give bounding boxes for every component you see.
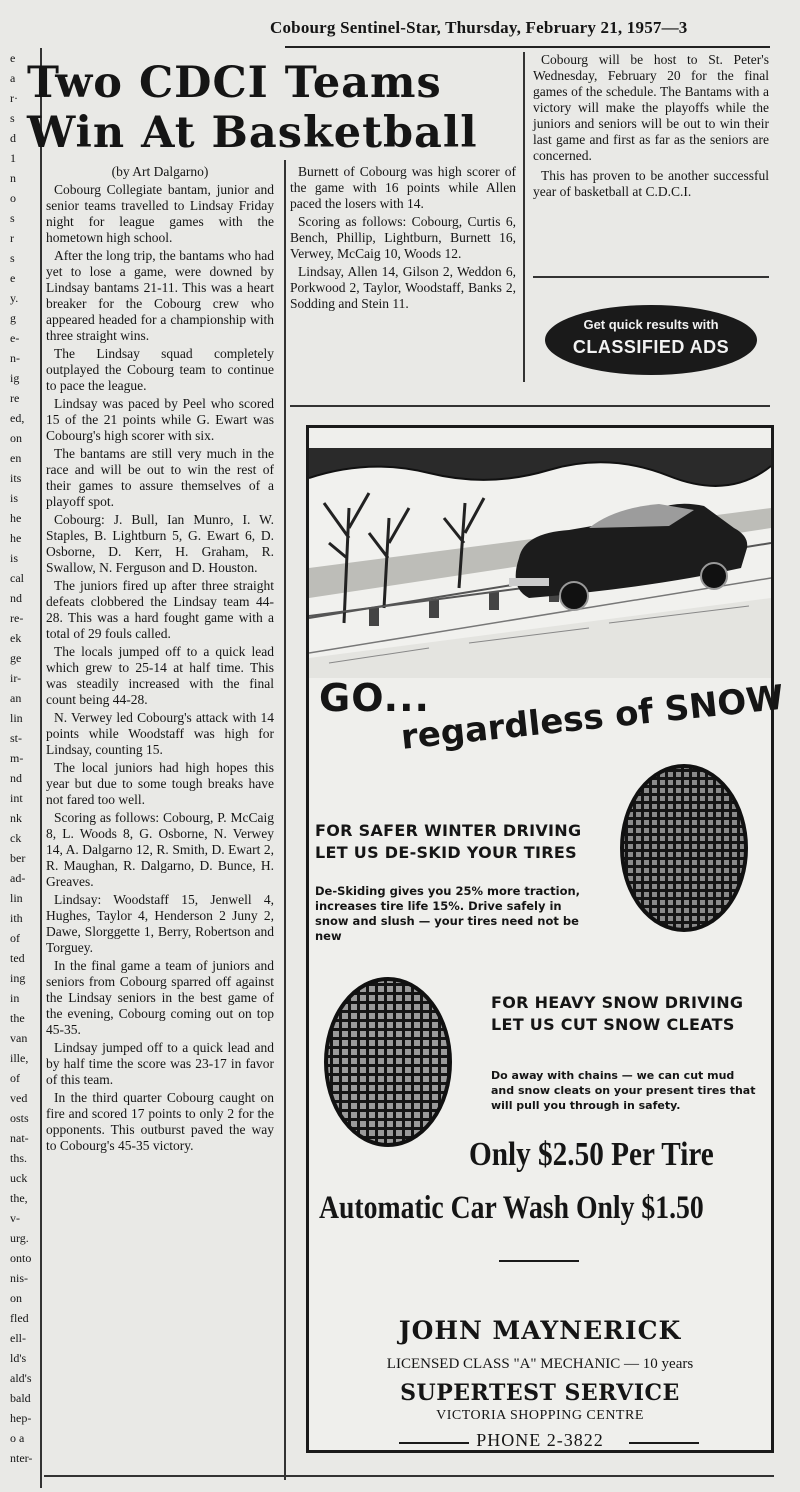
edge-fragment: van [10,1031,28,1045]
edge-fragment: y. [10,291,19,305]
paragraph: Cobourg Collegiate bantam, junior and senior teams travelled to Lindsay Friday night for league games with the hometown high school. [46,182,274,245]
paragraph: In the final game a team of juniors and seniors from Cobourg sparred off against the Lindsay seniors in the best game of the evening, Cobourg coming out on top 45-35. [46,958,274,1037]
paragraph: The Lindsay squad completely outplayed the Cobourg team to continue to pace the league. [46,346,274,393]
article-column-2 [290,164,516,314]
mechanic-license: LICENSED CLASS "A" MECHANIC — 10 years [386,1356,694,1372]
edge-fragment: of [10,931,20,945]
headline-line-1: Two CDCI Teams [27,58,442,108]
divider [499,1260,579,1262]
edge-fragment: hep- [10,1411,32,1425]
edge-fragment: r· [10,91,18,105]
phone-number: PHONE 2-3822 [476,1430,604,1450]
edge-fragment: int [10,791,23,805]
tire-price: Only $2.50 Per Tire [469,1136,714,1173]
edge-fragment: an [10,691,22,705]
edge-fragment: onto [10,1251,32,1265]
service-name: SUPERTEST SERVICE [400,1380,680,1406]
winter-car-illustration [309,448,771,678]
paragraph: The local juniors had high hopes this year but due to some tough breaks have not fared too well. [46,760,274,807]
edge-fragment: in [10,991,20,1005]
edge-fragment: uck [10,1171,28,1185]
edge-fragment: nis- [10,1271,28,1285]
classified-ads-badge [545,305,757,375]
edge-fragment: on [10,431,22,445]
edge-fragment: urg. [10,1231,29,1245]
body-line: snow and slush — your tires need not be [315,914,579,928]
edge-fragment: re [10,391,20,405]
left-edge-fragments [8,52,38,1482]
edge-fragment: osts [10,1111,29,1125]
edge-fragment: re- [10,611,24,625]
edge-fragment: is [10,551,19,565]
edge-fragment: lin [10,891,23,905]
paragraph: Lindsay jumped off to a quick lead and by half time the score was 23-17 in favor of this team. [46,1040,274,1087]
phone-rule-right [629,1442,699,1444]
edge-fragment: ad- [10,871,26,885]
edge-fragment: ald's [10,1371,32,1385]
edge-fragment: s [10,111,15,125]
edge-fragment: ge [10,651,22,665]
paragraph: Cobourg will be host to St. Peter's Wednesday, February 20 for the final games of the schedule. The Bantams with a victory will make the playoffs while the juniors and seniors will be out to win their last game and first as far as the seniors are concerned. [533,52,769,163]
tire-service-advertisement [306,425,786,1453]
paragraph: The juniors fired up after three straight defeats clobbered the Lindsay team 44-28. This was a hard fought game with a total of 29 fouls called. [46,578,274,641]
edge-fragment: lin [10,711,23,725]
paragraph: Lindsay, Allen 14, Gilson 2, Weddon 6, Porkwood 2, Taylor, Woodstaff, Banks 2, Sodding and Stein 11. [290,264,516,311]
bottom-rule [44,1475,774,1477]
edge-fragment: the, [10,1191,28,1205]
edge-fragment: s [10,211,15,225]
edge-fragment: a [10,71,16,85]
column-rule-2 [523,52,525,382]
edge-fragment: nat- [10,1131,29,1145]
snow-driving-body [491,1068,766,1113]
article-column-1 [46,164,274,1156]
edge-fragment: ek [10,631,22,645]
winter-driving-body [315,884,615,944]
article-byline: (by Art Dalgarno) [111,164,209,179]
edge-fragment: fled [10,1311,29,1325]
edge-fragment: st- [10,731,22,745]
edge-fragment: is [10,491,19,505]
edge-fragment: nk [10,811,22,825]
top-right-rule [533,276,769,278]
edge-fragment: e [10,271,16,285]
edge-fragment: s [10,251,15,265]
paragraph: In the third quarter Cobourg caught on fire and scored 17 points to only 2 for the opponents. This outburst paved the way to Cobourg's 45-35 victory. [46,1090,274,1153]
edge-fragment: its [10,471,22,485]
body-line: increases tire life 15%. Drive safely in [315,899,562,913]
edge-fragment: he [10,531,22,545]
edge-fragment: en [10,451,22,465]
paragraph: Cobourg: J. Bull, Ian Munro, I. W. Staples, B. Lightburn 5, G. Ewart 6, D. Osborne, D. Kerr, H. Graham, R. Swallow, N. Ferguson and D. Houston. [46,512,274,575]
winter-driving-heading [315,820,581,864]
edge-fragment: cal [10,571,24,585]
section-rule [290,405,770,407]
edge-fragment: he [10,511,22,525]
edge-fragment: bald [10,1391,31,1405]
edge-fragment: ille, [10,1051,29,1065]
business-owner-name: JOHN MAYNERICK [398,1316,682,1345]
paragraph: This has proven to be another successful year of basketball at C.D.C.I. [533,168,769,199]
body-line: will pull you through in safety. [491,1099,681,1112]
edge-fragment: ith [10,911,23,925]
body-line: De-Skiding gives you 25% more traction, [315,884,581,898]
paragraph: Burnett of Cobourg was high scorer of the game with 16 points while Allen paced the losers with 14. [290,164,516,211]
edge-fragment: d [10,131,16,145]
body-line: Do away with chains — we can cut mud [491,1069,735,1082]
edge-fragment: nd [10,771,22,785]
paragraph: The locals jumped off to a quick lead which grew to 25-14 at half time. This was steadily increased with the final count being 44-28. [46,644,274,707]
winter-heading-line-1: FOR SAFER WINTER DRIVING [315,821,582,840]
snow-driving-heading [491,992,743,1036]
headline-line-2: Win At Basketball [27,108,478,158]
paragraph: Scoring as follows: Cobourg, P. McCaig 8, L. Woods 8, G. Osborne, N. Verwey 14, A. Dalgarno 12, R. Smith, D. Ewart 2, R. Maughan, R. Dalgarno, D. Bunce, H. Greaves. [46,810,274,889]
edge-fragment: ld's [10,1351,27,1365]
edge-fragment: the [10,1011,25,1025]
column-rule-1 [284,160,286,1480]
edge-fragment: on [10,1291,22,1305]
classified-line-1: Get quick results with [583,317,719,332]
edge-fragment: v- [10,1211,20,1225]
masthead: Cobourg Sentinel-Star, Thursday, February 21, 1957—3 [270,18,688,37]
tire-icon [619,763,749,933]
left-column-rule [40,48,42,1488]
paragraph: N. Verwey led Cobourg's attack with 14 points while Woodstaff was high for Lindsay, counting 15. [46,710,274,757]
paragraph: After the long trip, the bantams who had yet to lose a game, were downed by Lindsay bantams 21-11. This was a heart breaker for the Cobourg crew who appeared headed for a championship with three straight wins. [46,248,274,343]
tire-icon [323,976,453,1148]
paragraph: Lindsay: Woodstaff 15, Jenwell 4, Hughes, Taylor 4, Henderson 2 Juny 2, Dawe, Slorggette 1, Berry, Robertson and Torguey. [46,892,274,955]
snow-heading-line-2: LET US CUT SNOW CLEATS [491,1015,735,1034]
edge-fragment: n [10,171,16,185]
classified-line-2: CLASSIFIED ADS [572,337,730,357]
edge-fragment: g [10,311,16,325]
edge-fragment: r [10,231,14,245]
edge-fragment: ck [10,831,22,845]
edge-fragment: e [10,51,16,65]
edge-fragment: o [10,191,16,205]
edge-fragment: nd [10,591,22,605]
edge-fragment: ig [10,371,20,385]
ad-go-text: GO... [319,676,430,720]
paragraph: Lindsay was paced by Peel who scored 15 of the 21 points while G. Ewart was Cobourg's high scorer with six. [46,396,274,443]
edge-fragment: ber [10,851,26,865]
masthead-rule [285,46,770,48]
paragraph: Scoring as follows: Cobourg, Curtis 6, Bench, Phillip, Lightburn, Burnett 16, Verwey, McCaig 10, Woods 12. [290,214,516,261]
car-wash-price: Automatic Car Wash Only $1.50 [319,1190,704,1226]
edge-fragment: ths. [10,1151,28,1165]
edge-fragment: ted [10,951,25,965]
winter-heading-line-2: LET US DE-SKID YOUR TIRES [315,843,577,862]
body-line: and snow cleats on your present tires that [491,1084,756,1097]
edge-fragment: ing [10,971,26,985]
edge-fragment: m- [10,751,24,765]
edge-fragment: ir- [10,671,22,685]
edge-fragment: nter- [10,1451,33,1465]
article-column-3 [533,52,769,204]
shopping-centre: VICTORIA SHOPPING CENTRE [436,1408,644,1423]
edge-fragment: 1 [10,151,16,165]
article-headline [27,58,517,158]
body-line: new [315,929,342,943]
paragraph: The bantams are still very much in the race and will be out to win the rest of their games to assure themselves of a playoff spot. [46,446,274,509]
edge-fragment: o a [10,1431,25,1445]
ad-regardless-text: regardless of SNOW [399,677,786,758]
edge-fragment: n- [10,351,20,365]
snow-heading-line-1: FOR HEAVY SNOW DRIVING [491,993,744,1012]
edge-fragment: of [10,1071,20,1085]
edge-fragment: ell- [10,1331,26,1345]
edge-fragment: ved [10,1091,28,1105]
edge-fragment: e- [10,331,20,345]
edge-fragment: ed, [10,411,25,425]
